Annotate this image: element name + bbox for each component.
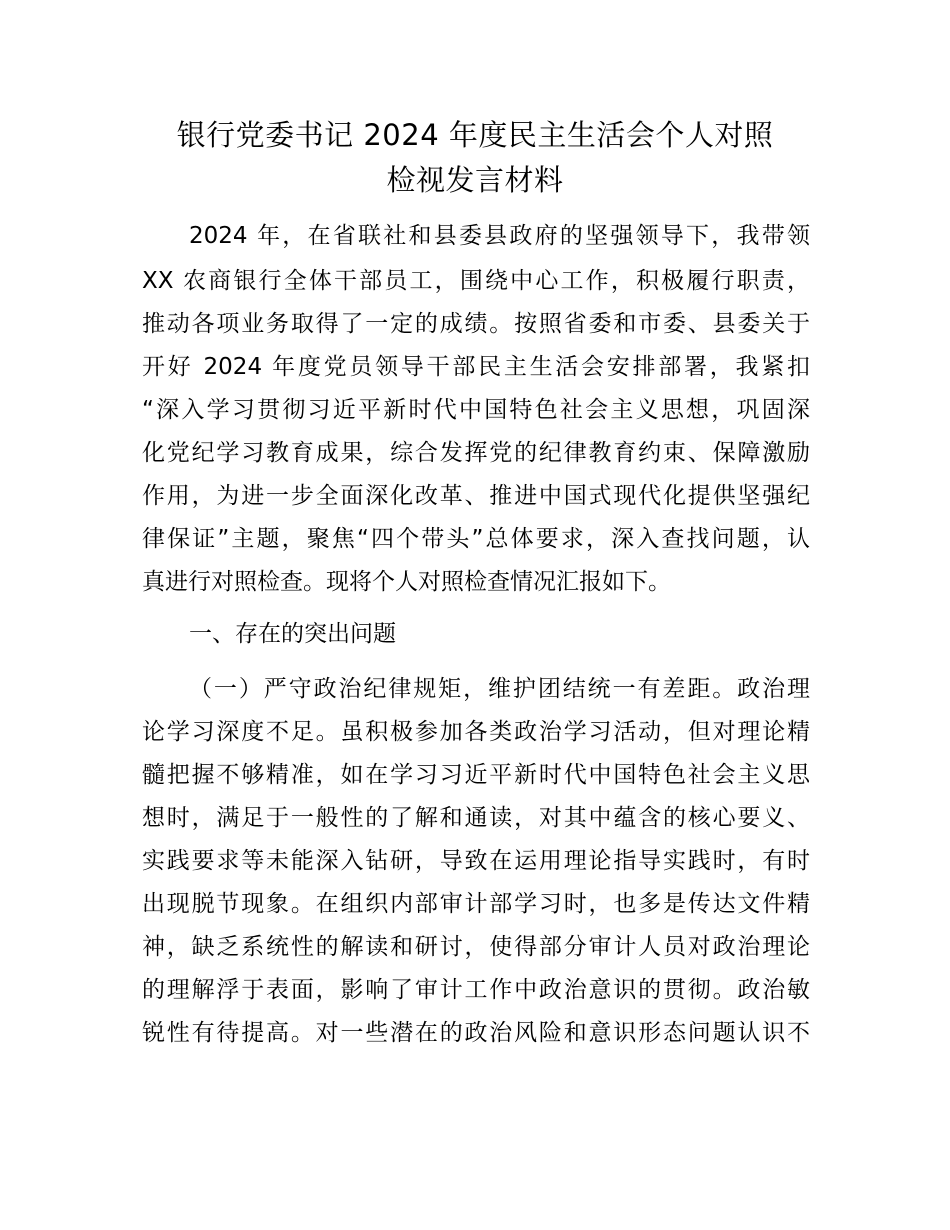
paragraph-line: 作用，为进一步全面深化改革、推进中国式现代化提供坚强纪 bbox=[142, 483, 810, 509]
paragraph-line: （一）严守政治纪律规矩，维护团结统一有差距。政治理 bbox=[189, 676, 810, 702]
paragraph-line: 论学习深度不足。虽积极参加各类政治学习活动，但对理论精 bbox=[142, 719, 810, 745]
paragraph-line: 想时，满足于一般性的了解和通读，对其中蕴含的核心要义、 bbox=[142, 805, 810, 831]
paragraph-line: 实践要求等未能深入钻研，导致在运用理论指导实践时，有时 bbox=[142, 848, 810, 874]
paragraph-line: 2024 年，在省联社和县委县政府的坚强领导下，我带领 bbox=[189, 223, 810, 249]
paragraph-line: 髓把握不够精准，如在学习习近平新时代中国特色社会主义思 bbox=[142, 762, 810, 788]
paragraph-line: XX 农商银行全体干部员工，围绕中心工作，积极履行职责， bbox=[142, 268, 810, 294]
document-title-line-1: 银行党委书记 2024 年度民主生活会个人对照 bbox=[176, 118, 774, 152]
paragraph-line: 真进行对照检查。现将个人对照检查情况汇报如下。 bbox=[142, 569, 671, 595]
paragraph-line: 开好 2024 年度党员领导干部民主生活会安排部署，我紧扣 bbox=[142, 354, 810, 380]
paragraph-line: 出现脱节现象。在组织内部审计部学习时，也多是传达文件精 bbox=[142, 891, 810, 917]
paragraph-line: “深入学习贯彻习近平新时代中国特色社会主义思想，巩固深 bbox=[142, 397, 810, 423]
document-title-line-2: 检视发言材料 bbox=[386, 163, 564, 197]
paragraph-line: 律保证”主题，聚焦“四个带头”总体要求，深入查找问题，认 bbox=[142, 526, 810, 552]
paragraph-line: 化党纪学习教育成果，综合发挥党的纪律教育约束、保障激励 bbox=[142, 440, 810, 466]
paragraph-line: 的理解浮于表面，影响了审计工作中政治意识的贯彻。政治敏 bbox=[142, 977, 810, 1003]
paragraph-line: 推动各项业务取得了一定的成绩。按照省委和市委、县委关于 bbox=[142, 311, 810, 337]
section-heading: 一、存在的突出问题 bbox=[189, 621, 396, 647]
paragraph-line: 锐性有待提高。对一些潜在的政治风险和意识形态问题认识不 bbox=[142, 1020, 810, 1046]
paragraph-line: 神，缺乏系统性的解读和研讨，使得部分审计人员对政治理论 bbox=[142, 934, 810, 960]
